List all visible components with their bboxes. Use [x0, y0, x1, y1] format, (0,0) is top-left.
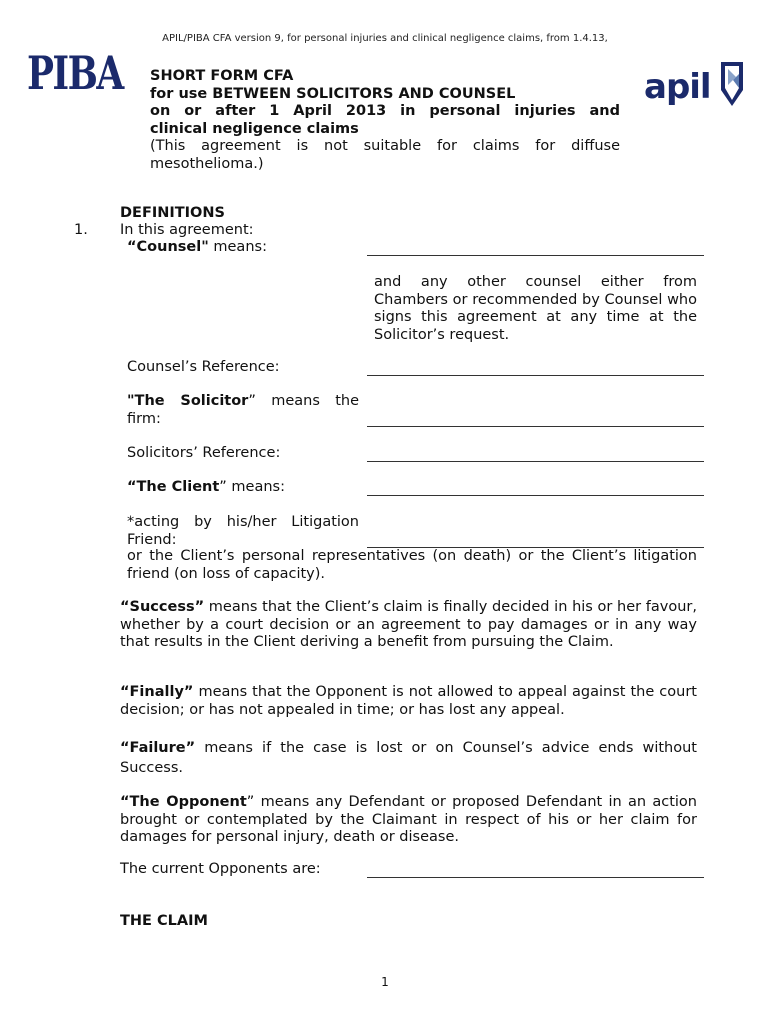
current-opponents-field[interactable]	[367, 877, 704, 878]
counsel-means: means:	[208, 239, 267, 255]
definitions-heading: DEFINITIONS	[120, 205, 225, 221]
title-line-1: SHORT FORM CFA	[150, 68, 294, 84]
counsel-extra-text: and any other counsel either from Chambers or recommended by Counsel who signs this agreement at any time at the Solicitor’s request.	[374, 274, 697, 343]
current-opponents-label: The current Opponents are:	[120, 861, 321, 877]
definitions-intro: In this agreement:	[120, 222, 254, 238]
title-line-4: clinical negligence claims	[150, 120, 359, 137]
client-term: “The Client	[127, 479, 220, 495]
opponent-definition	[120, 794, 697, 847]
counsel-definition	[127, 239, 267, 257]
solicitors-reference-field[interactable]	[367, 461, 704, 462]
title-note: (This agreement is not suitable for claims for diffuse mesothelioma.)	[150, 138, 620, 172]
client-alternative-text: or the Client’s personal representatives (on death) or the Client’s litigation friend (on loss of capacity).	[127, 548, 697, 582]
client-name-field[interactable]	[367, 495, 704, 496]
client-definition	[127, 479, 285, 497]
litigation-friend-label: *acting by his/her Litigation Friend:	[127, 514, 359, 548]
counsel-term: “Counsel"	[127, 239, 209, 255]
header-version-line: APIL/PIBA CFA version 9, for personal injuries and clinical negligence claims, from 1.4.13,	[162, 33, 608, 44]
title-line-2: for use BETWEEN SOLICITORS AND COUNSEL	[150, 85, 516, 102]
success-term: “Success”	[120, 599, 205, 615]
finally-term: “Finally”	[120, 684, 194, 700]
piba-logo: PIBA	[27, 46, 123, 100]
finally-text: means that the Opponent is not allowed to appeal against the court decision; or has not appealed in time; or has lost any appeal.	[120, 684, 697, 718]
failure-definition	[120, 738, 697, 778]
apil-shield-icon	[719, 60, 745, 108]
solicitor-firm-field[interactable]	[367, 426, 704, 427]
claim-heading: THE CLAIM	[120, 913, 208, 929]
solicitors-reference-label: Solicitors’ Reference:	[127, 445, 281, 461]
apil-logo-text: apil	[644, 67, 711, 107]
clause-number: 1.	[74, 222, 88, 238]
failure-term: “Failure”	[120, 740, 196, 756]
counsel-reference-field[interactable]	[367, 375, 704, 376]
success-text: means that the Client’s claim is finally decided in his or her favour, whether by a court decision or an agreement to pay damages or in any way that results in the Client deriving a benefit from pursuing the Claim.	[120, 599, 697, 650]
document-title	[150, 68, 620, 173]
finally-definition	[120, 684, 697, 719]
apil-logo	[644, 60, 744, 116]
counsel-name-field[interactable]	[367, 255, 704, 256]
page-number: 1	[381, 975, 389, 989]
counsel-reference-label: Counsel’s Reference:	[127, 359, 280, 375]
opponent-term: “The Opponent	[120, 794, 247, 810]
success-definition	[120, 599, 697, 652]
solicitor-definition	[127, 393, 359, 428]
client-rest: ” means:	[219, 479, 285, 495]
opponent-text: ” means any Defendant or proposed Defendant in an action brought or contemplated by the Claimant in respect of his or her claim for damages for personal injury, death or disease.	[120, 794, 697, 845]
solicitor-rest: ” means the firm:	[127, 393, 360, 427]
failure-text: means if the case is lost or on Counsel’s advice ends without Success.	[120, 740, 697, 776]
solicitor-term: "The Solicitor	[127, 393, 249, 409]
title-line-3: on or after 1 April 2013 in personal injuries and	[150, 103, 620, 119]
